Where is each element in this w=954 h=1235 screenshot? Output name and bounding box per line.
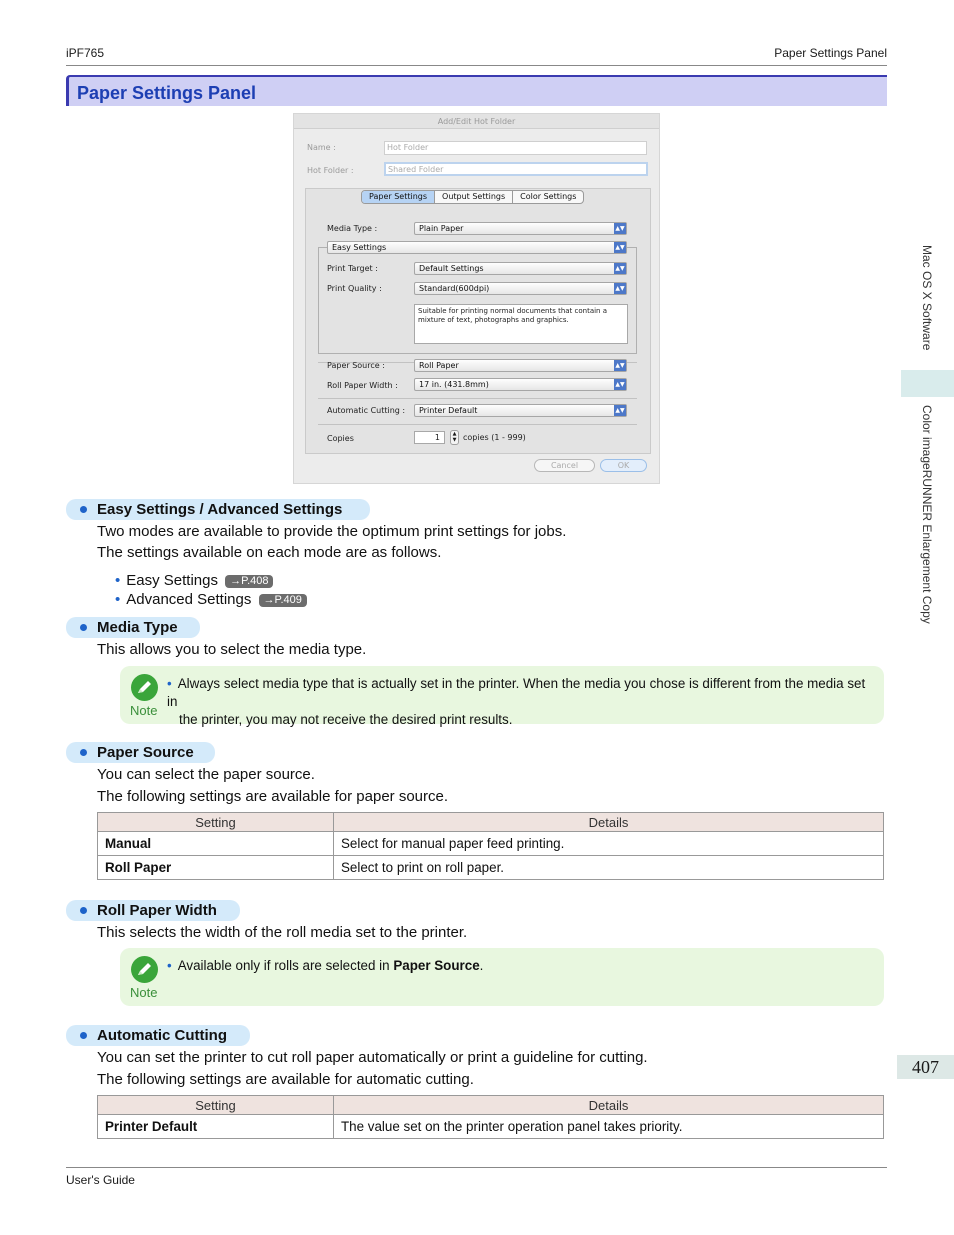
section-heading-paper-source xyxy=(66,742,215,763)
note-text-emphasis: Paper Source xyxy=(393,958,480,973)
name-label: Name : xyxy=(307,143,336,152)
copies-label: Copies xyxy=(327,434,354,443)
width-paragraph: This selects the width of the roll media set to the printer. xyxy=(97,924,468,941)
list-item-label: Easy Settings xyxy=(126,572,218,589)
section-heading-text: Media Type xyxy=(97,619,178,636)
table-header: Setting xyxy=(98,813,334,832)
dialog-title: Add/Edit Hot Folder xyxy=(294,114,659,129)
table-cell-setting: Roll Paper xyxy=(98,856,334,880)
popup-arrow-icon: ▲▼ xyxy=(615,244,625,251)
table-cell-details: Select to print on roll paper. xyxy=(334,856,884,880)
copies-stepper[interactable]: ▲ ▼ xyxy=(450,430,459,445)
list-item-easy-settings xyxy=(115,572,273,589)
media-type-value: Plain Paper xyxy=(419,224,464,233)
popup-arrow-icon: ▲▼ xyxy=(615,285,625,292)
bullet-icon xyxy=(80,1032,87,1039)
mode-select[interactable] xyxy=(327,241,627,254)
table-cell-details: The value set on the printer operation panel takes priority. xyxy=(334,1115,884,1139)
copies-range: copies (1 - 999) xyxy=(463,433,526,442)
header-section: Paper Settings Panel xyxy=(774,46,887,60)
note-box-roll-width xyxy=(120,948,884,1006)
bullet-icon xyxy=(80,506,87,513)
page-reference-link[interactable]: →P.409 xyxy=(259,594,307,607)
paper-source-label: Paper Source : xyxy=(327,361,385,370)
footer-divider xyxy=(66,1167,887,1168)
copies-field[interactable]: 1 xyxy=(414,431,445,444)
quality-description: Suitable for printing normal documents that contain a mixture of text, photographs and graphics. xyxy=(414,304,628,344)
cancel-button[interactable]: Cancel xyxy=(534,459,595,472)
bullet-icon xyxy=(80,907,87,914)
cutting-paragraph-1: You can set the printer to cut roll paper automatically or print a guideline for cutting. xyxy=(97,1049,648,1066)
table-header: Details xyxy=(334,813,884,832)
roll-width-select[interactable] xyxy=(414,378,627,391)
note-text xyxy=(167,675,867,729)
table-cell-setting: Manual xyxy=(98,832,334,856)
note-text xyxy=(167,957,867,975)
table-row xyxy=(98,1115,884,1139)
side-tab-mac-software[interactable]: Mac OS X Software xyxy=(920,245,934,351)
auto-cut-label: Automatic Cutting : xyxy=(327,406,406,415)
roll-width-value: 17 in. (431.8mm) xyxy=(419,380,489,389)
list-item-label: Advanced Settings xyxy=(126,591,252,608)
pencil-note-icon xyxy=(131,674,158,701)
tab-paper-settings[interactable]: Paper Settings xyxy=(362,191,435,203)
table-row xyxy=(98,856,884,880)
hot-folder-label: Hot Folder : xyxy=(307,166,354,175)
print-quality-select[interactable] xyxy=(414,282,627,295)
list-item-advanced-settings xyxy=(115,591,307,608)
note-text-pre: Available only if rolls are selected in xyxy=(177,958,394,973)
print-target-select[interactable] xyxy=(414,262,627,275)
settings-tabs xyxy=(361,190,584,204)
popup-arrow-icon: ▲▼ xyxy=(615,225,625,232)
print-quality-label: Print Quality : xyxy=(327,284,382,293)
page-reference-link[interactable]: →P.408 xyxy=(225,575,273,588)
table-header: Setting xyxy=(98,1096,334,1115)
pencil-note-icon xyxy=(131,956,158,983)
easy-paragraph-1: Two modes are available to provide the optimum print settings for jobs. xyxy=(97,523,567,540)
table-cell-setting: Printer Default xyxy=(98,1115,334,1139)
section-heading-text: Easy Settings / Advanced Settings xyxy=(97,501,343,518)
section-heading-automatic-cutting xyxy=(66,1025,250,1046)
note-line: Always select media type that is actually set in the printer. When the media you chose is different from the media set in xyxy=(167,676,866,709)
paper-source-table xyxy=(97,812,884,880)
popup-arrow-icon: ▲▼ xyxy=(615,381,625,388)
note-label: Note xyxy=(130,703,158,718)
table-row xyxy=(98,832,884,856)
page-title-bar xyxy=(66,75,887,106)
note-text-post: . xyxy=(479,958,484,973)
auto-cut-value: Printer Default xyxy=(419,406,478,415)
media-paragraph: This allows you to select the media type. xyxy=(97,641,367,658)
popup-arrow-icon: ▲▼ xyxy=(615,407,625,414)
side-tab-enlargement-copy[interactable]: Color imageRUNNER Enlargement Copy xyxy=(920,405,934,624)
ok-button[interactable]: OK xyxy=(600,459,647,472)
section-heading-text: Paper Source xyxy=(97,744,194,761)
bullet-icon xyxy=(80,624,87,631)
section-heading-easy-advanced xyxy=(66,499,370,520)
hot-folder-field[interactable]: Shared Folder xyxy=(384,162,648,176)
bullet-icon: • xyxy=(115,572,121,589)
dialog-screenshot xyxy=(293,113,660,484)
note-label: Note xyxy=(130,985,158,1000)
name-field[interactable]: Hot Folder xyxy=(384,141,647,155)
automatic-cutting-table xyxy=(97,1095,884,1139)
footer-guide-title: User's Guide xyxy=(66,1173,135,1187)
header-product: iPF765 xyxy=(66,46,105,60)
bullet-icon xyxy=(80,749,87,756)
bullet-icon: • xyxy=(115,591,121,608)
media-type-label: Media Type : xyxy=(327,224,378,233)
print-target-value: Default Settings xyxy=(419,264,484,273)
media-type-select[interactable] xyxy=(414,222,627,235)
source-paragraph-1: You can select the paper source. xyxy=(97,766,315,783)
note-line: the printer, you may not receive the desired print results. xyxy=(179,712,513,727)
popup-arrow-icon: ▲▼ xyxy=(615,265,625,272)
side-tab-marker xyxy=(901,370,954,397)
section-heading-text: Roll Paper Width xyxy=(97,902,217,919)
section-heading-media-type xyxy=(66,617,200,638)
header-divider xyxy=(66,65,887,66)
paper-source-select[interactable] xyxy=(414,359,627,372)
easy-paragraph-2: The settings available on each mode are as follows. xyxy=(97,544,442,561)
paper-source-value: Roll Paper xyxy=(419,361,459,370)
page-number: 407 xyxy=(897,1055,954,1079)
section-heading-text: Automatic Cutting xyxy=(97,1027,227,1044)
source-paragraph-2: The following settings are available for paper source. xyxy=(97,788,449,805)
auto-cut-select[interactable] xyxy=(414,404,627,417)
tab-output-settings[interactable]: Output Settings xyxy=(435,191,513,203)
print-target-label: Print Target : xyxy=(327,264,378,273)
roll-width-label: Roll Paper Width : xyxy=(327,381,398,390)
divider xyxy=(318,398,637,399)
page-title: Paper Settings Panel xyxy=(77,83,257,103)
tab-color-settings[interactable]: Color Settings xyxy=(520,192,577,201)
mode-value: Easy Settings xyxy=(332,243,387,252)
table-header: Details xyxy=(334,1096,884,1115)
table-cell-details: Select for manual paper feed printing. xyxy=(334,832,884,856)
popup-arrow-icon: ▲▼ xyxy=(615,362,625,369)
bullet-icon: • xyxy=(167,958,172,973)
cutting-paragraph-2: The following settings are available for automatic cutting. xyxy=(97,1071,474,1088)
bullet-icon: • xyxy=(167,676,172,691)
print-quality-value: Standard(600dpi) xyxy=(419,284,490,293)
section-heading-roll-paper-width xyxy=(66,900,240,921)
table-header-row xyxy=(98,1096,884,1115)
table-header-row xyxy=(98,813,884,832)
note-box-media xyxy=(120,666,884,727)
divider xyxy=(318,424,637,425)
